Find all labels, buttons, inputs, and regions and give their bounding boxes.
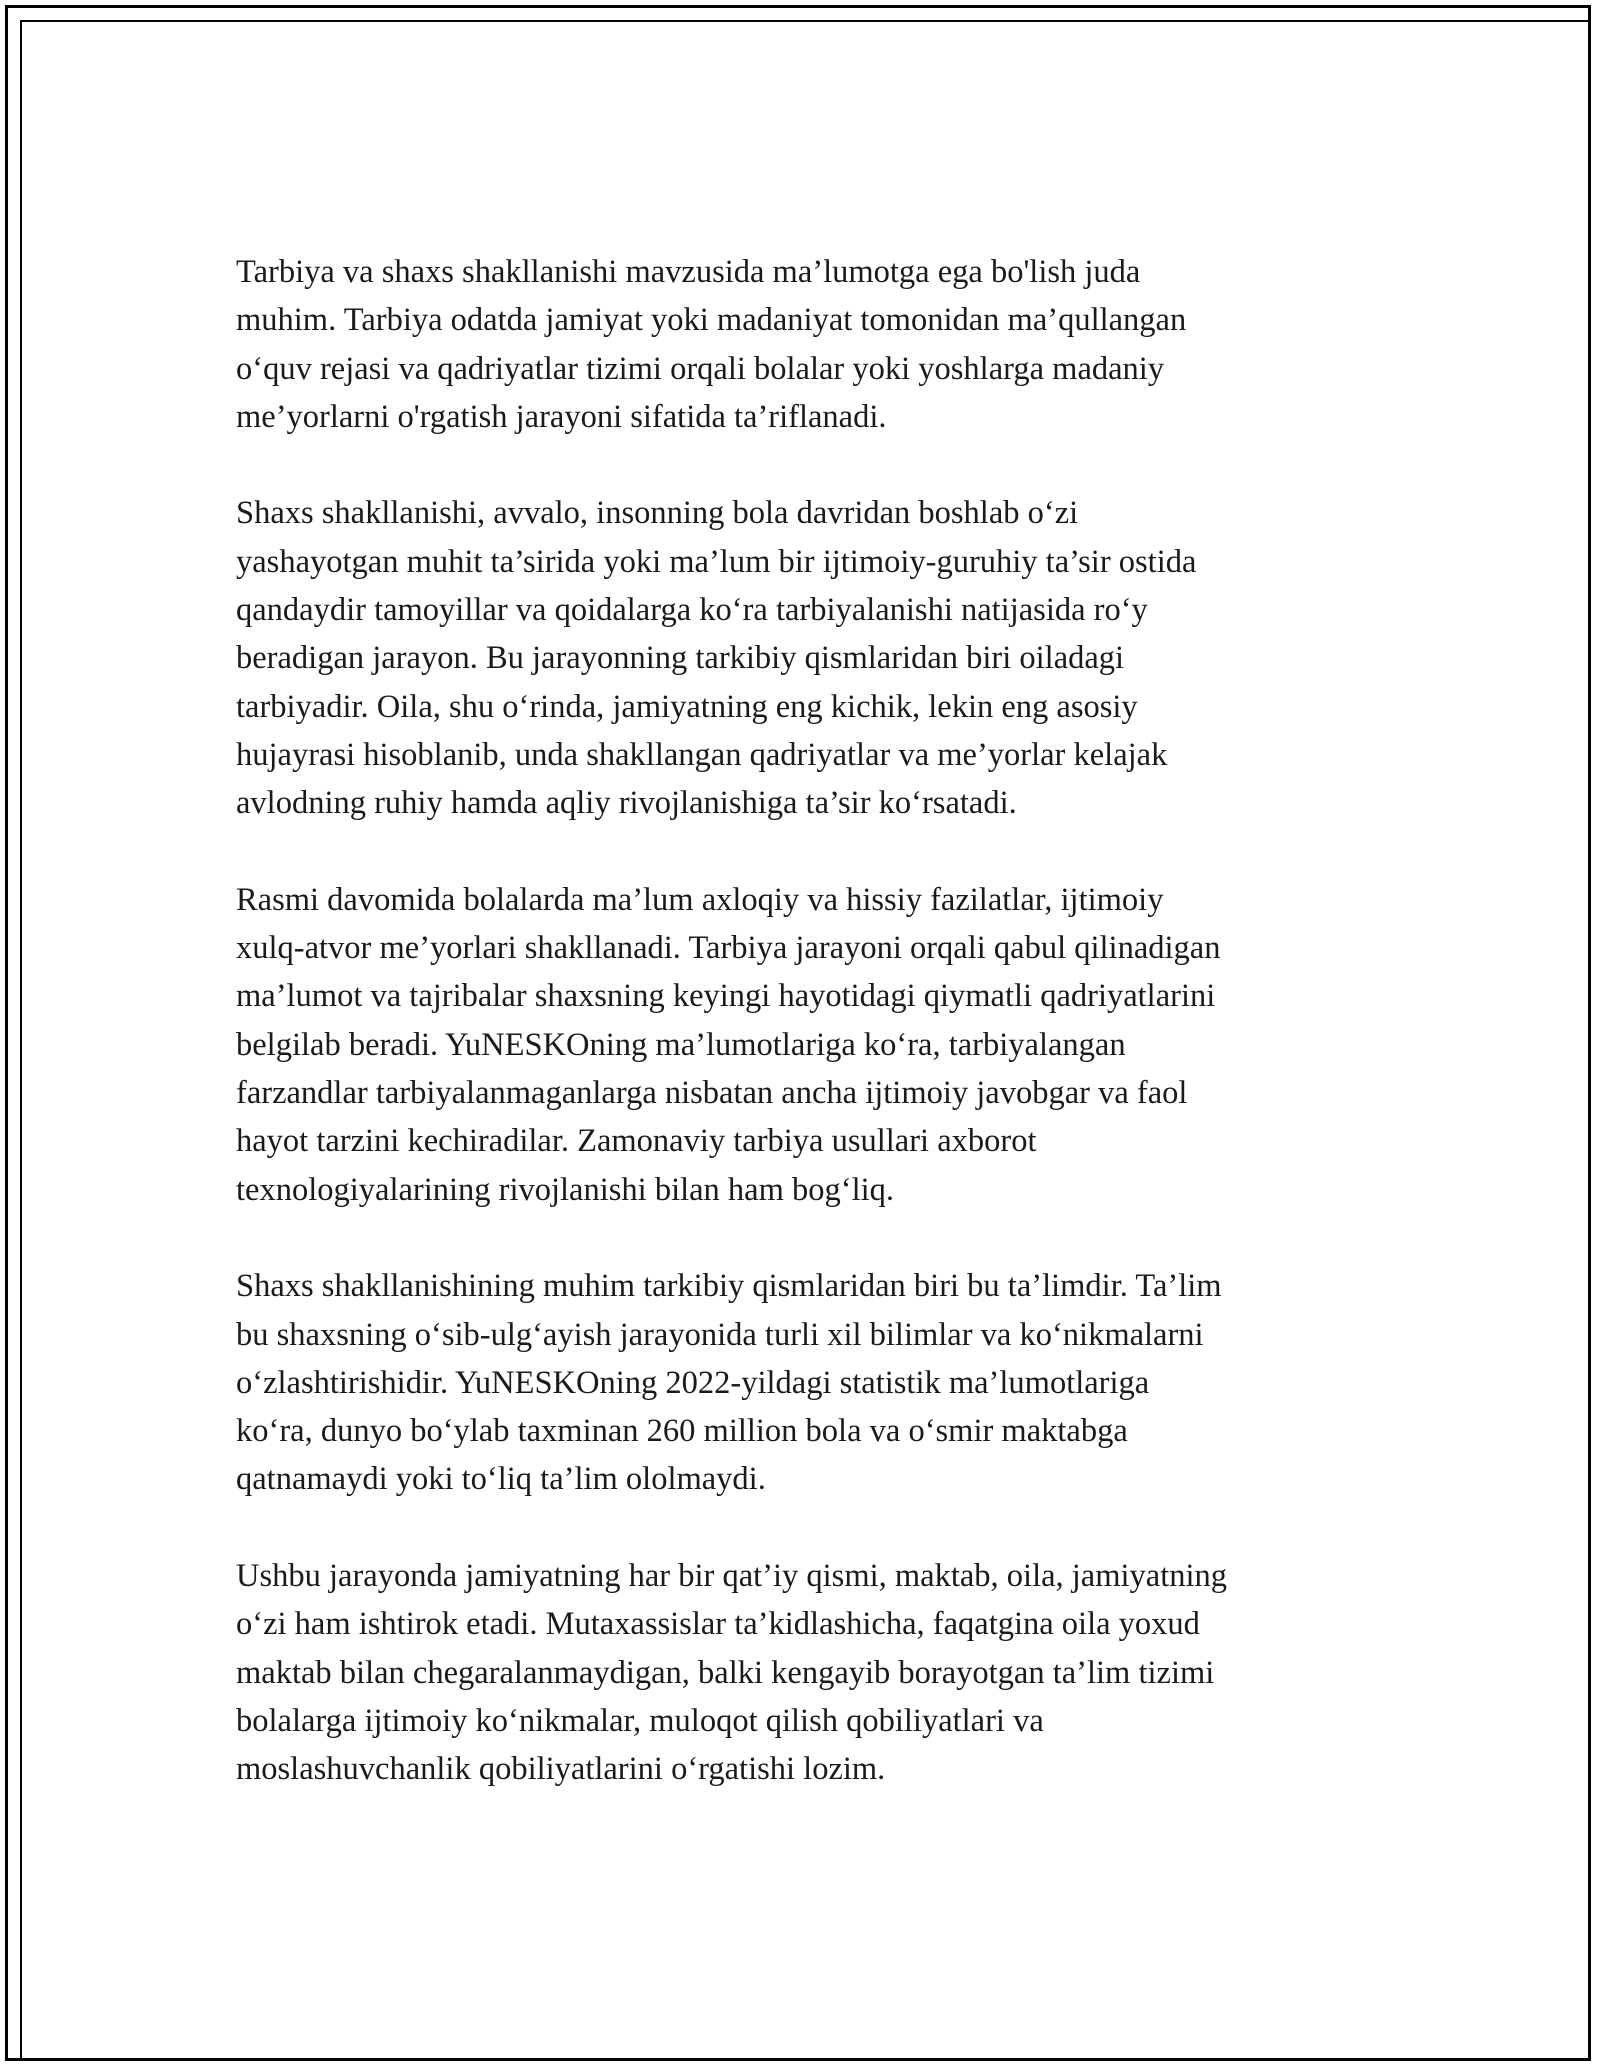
text-line: bolalarga ijtimoiy ko‘nikmalar, muloqot qilish qobiliyatlari va	[236, 1702, 1044, 1739]
text-line: xulq-atvor me’yorlari shakllanadi. Tarbiya jarayoni orqali qabul qilinadigan	[236, 930, 1221, 967]
text-line: ko‘ra, dunyo bo‘ylab taxminan 260 million bola va o‘smir maktabga	[236, 1413, 1128, 1450]
text-line: qatnamaydi yoki to‘liq ta’lim ololmaydi.	[236, 1461, 766, 1498]
text-line: yashayotgan muhit ta’sirida yoki ma’lum bir ijtimoiy-guruhiy ta’sir ostida	[236, 543, 1197, 580]
text-line: Shaxs shakllanishi, avvalo, insonning bola davridan boshlab o‘zi	[236, 495, 1079, 532]
paragraph-4	[236, 1262, 1356, 1503]
text-line: hujayrasi hisoblanib, unda shakllangan qadriyatlar va me’yorlar kelajak	[236, 736, 1168, 773]
paragraph-1	[236, 248, 1356, 441]
text-line: me’yorlarni o'rgatish jarayoni sifatida ta’riflanadi.	[236, 398, 887, 435]
paragraph-3	[236, 876, 1356, 1214]
text-line: farzandlar tarbiyalanmaganlarga nisbatan ancha ijtimoiy javobgar va faol	[236, 1075, 1188, 1112]
text-line: Ushbu jarayonda jamiyatning har bir qat’iy qismi, maktab, oila, jamiyatning	[236, 1558, 1228, 1595]
text-line: Rasmi davomida bolalarda ma’lum axloqiy va hissiy fazilatlar, ijtimoiy	[236, 881, 1164, 918]
text-line: o‘zi ham ishtirok etadi. Mutaxassislar ta’kidlashicha, faqatgina oila yoxud	[236, 1606, 1200, 1643]
text-line: ma’lumot va tajribalar shaxsning keyingi hayotidagi qiymatli qadriyatlarini	[236, 978, 1216, 1015]
text-line: muhim. Tarbiya odatda jamiyat yoki madaniyat tomonidan ma’qullangan	[236, 302, 1187, 339]
text-line: Shaxs shakllanishining muhim tarkibiy qismlaridan biri bu ta’limdir. Ta’lim	[236, 1268, 1222, 1305]
text-line: o‘quv rejasi va qadriyatlar tizimi orqali bolalar yoki yoshlarga madaniy	[236, 350, 1165, 387]
document-body	[236, 248, 1356, 1842]
text-line: texnologiyalarining rivojlanishi bilan ham bog‘liq.	[236, 1171, 895, 1208]
text-line: tarbiyadir. Oila, shu o‘rinda, jamiyatning eng kichik, lekin eng asosiy	[236, 688, 1138, 725]
text-line: bu shaxsning o‘sib-ulg‘ayish jarayonida turli xil bilimlar va ko‘nikmalarni	[236, 1316, 1204, 1353]
text-line: qandaydir tamoyillar va qoidalarga ko‘ra tarbiyalanishi natijasida ro‘y	[236, 592, 1148, 629]
text-line: maktab bilan chegaralanmaydigan, balki kengayib borayotgan ta’lim tizimi	[236, 1654, 1215, 1691]
text-line: moslashuvchanlik qobiliyatlarini o‘rgatishi lozim.	[236, 1751, 886, 1788]
text-line: hayot tarzini kechiradilar. Zamonaviy tarbiya usullari axborot	[236, 1123, 1037, 1160]
paragraph-5	[236, 1552, 1356, 1793]
text-line: Tarbiya va shaxs shakllanishi mavzusida ma’lumotga ega bo'lish juda	[236, 254, 1141, 290]
paragraph-2	[236, 489, 1356, 827]
text-line: o‘zlashtirishidir. YuNESKOning 2022-yildagi statistik ma’lumotlariga	[236, 1364, 1150, 1401]
text-line: beradigan jarayon. Bu jarayonning tarkibiy qismlaridan biri oiladagi	[236, 640, 1125, 677]
text-line: belgilab beradi. YuNESKOning ma’lumotlariga ko‘ra, tarbiyalangan	[236, 1026, 1126, 1063]
text-line: avlodning ruhiy hamda aqliy rivojlanishiga ta’sir ko‘rsatadi.	[236, 785, 1017, 822]
